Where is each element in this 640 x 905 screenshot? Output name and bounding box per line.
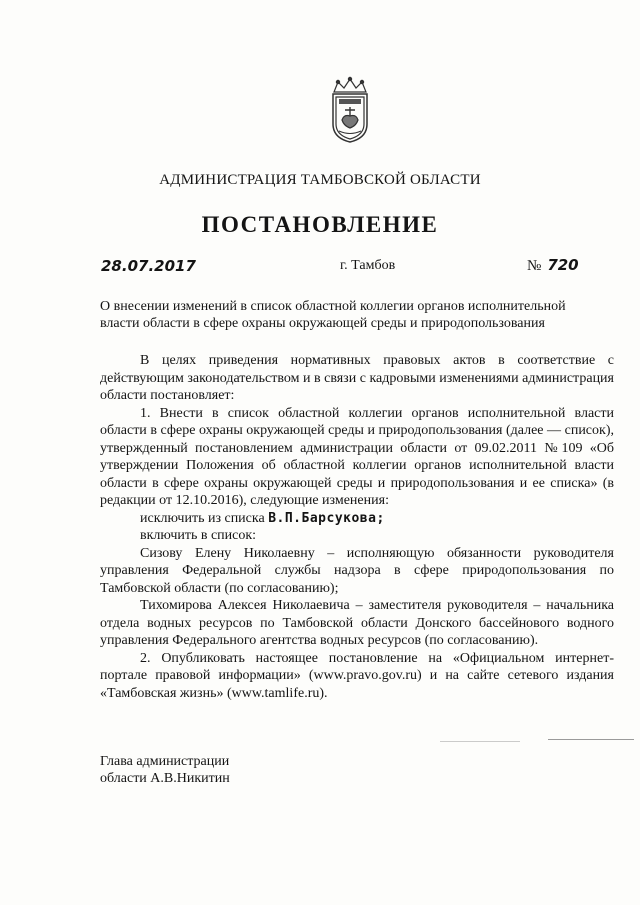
subject-line: власти области в сфере охраны окружающей среды и природопользования xyxy=(100,316,545,331)
tambov-coat-of-arms-icon xyxy=(326,76,374,144)
subject-line: О внесении изменений в список областной коллегии органов исполнительной xyxy=(100,299,566,314)
signature-title: Глава администрации xyxy=(100,754,230,769)
excluded-name-stamp: В.П.Барсукова; xyxy=(268,510,385,526)
number-sign: № xyxy=(527,258,542,274)
item-2-paragraph: 2. Опубликовать настоящее постановление на «Официальном интернет-портале правовой информации» (www.pravo.gov.ru) и на сайте сетевого издания «Тамбовская жизнь» (www.tamlife.ru). xyxy=(100,650,614,701)
document-type-title: ПОСТАНОВЛЕНИЕ xyxy=(201,212,439,237)
signature-block xyxy=(100,753,230,787)
document-subject xyxy=(100,298,614,332)
signature-name: области А.В.Никитин xyxy=(100,771,230,786)
document-city: г. Тамбов xyxy=(340,258,396,273)
scan-artifact-line xyxy=(548,739,634,740)
exclude-line xyxy=(100,510,614,528)
exclude-prefix: исключить из списка xyxy=(140,510,265,526)
organization-name: АДМИНИСТРАЦИЯ ТАМБОВСКОЙ ОБЛАСТИ xyxy=(159,172,481,188)
document-number xyxy=(527,256,579,275)
number-value: 720 xyxy=(547,256,579,274)
scan-artifact-line xyxy=(440,741,520,742)
preamble-paragraph: В целях приведения нормативных правовых актов в соответствие с действующим законодательством и в связи с кадровыми изменениями администрация области постановляет: xyxy=(100,353,614,403)
member-2-paragraph: Тихомирова Алексея Николаевича – заместителя руководителя – начальника отдела водных ресурсов по Тамбовской области Донского бассейнового водного управления Федерального агентства водных ресурсов (по согласованию). xyxy=(100,598,614,648)
document-body xyxy=(100,352,614,702)
member-1-paragraph: Сизову Елену Николаевну – исполняющую обязанности руководителя управления Федеральной службы надзора в сфере природопользования по Тамбовской области (по согласованию); xyxy=(100,545,614,596)
item-1-paragraph: 1. Внести в список областной коллегии органов исполнительной власти области в сфере охраны окружающей среды и природопользования (далее — список), утвержденный постановлением администрации области от 09.02.2011 №109 «Об утверждении Положения об областной коллегии органов исполнительной власти области в сфере охраны окружающей среды и природопользования и ее списка» (в редакции от 12.10.2016), следующие изменения: xyxy=(100,405,614,508)
document-date: 28.07.2017 xyxy=(101,257,196,275)
include-label: включить в список: xyxy=(140,528,257,543)
